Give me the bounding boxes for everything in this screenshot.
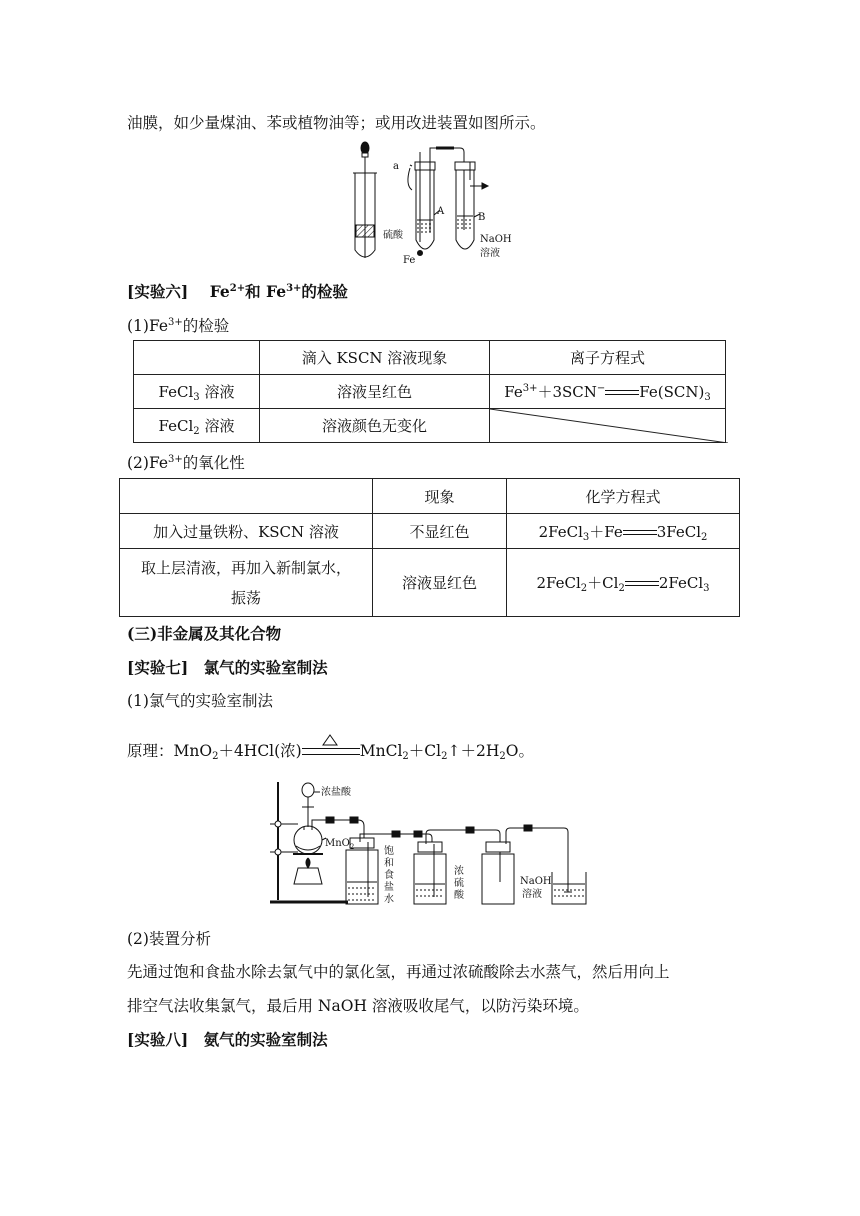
tube-a <box>408 152 435 249</box>
ferrous-hydroxide-apparatus-figure <box>340 140 520 268</box>
section-nonmetals: (三)非金属及其化合物 <box>127 624 282 643</box>
label-conc-sulfuric: 浓 <box>454 866 464 877</box>
label-saturated-2: 和 <box>384 858 394 869</box>
fe3-oxidation-table <box>119 478 740 617</box>
section-fe3-test: $(1)Fe^{3+}$的检验 <box>127 317 230 335</box>
label-tube-a: A <box>437 206 445 217</box>
intro-text: 油膜，如少量煤油、苯或植物油等；或用改进装置如图所示。 <box>127 114 546 132</box>
label-saturated-3: 食 <box>384 870 394 881</box>
analysis-text-1: 先通过饱和食盐水除去氯气中的氯化氢，再通过浓硫酸除去水蒸气，然后用向上 <box>127 963 670 981</box>
t1-ionic-equation: $Fe^{3+}+3SCN^-$ $Fe(SCN)_3$ <box>490 375 726 409</box>
label-saturated: 饱 <box>384 846 394 857</box>
connecting-tube <box>430 148 464 230</box>
label-sulfuric-acid: 硫酸 <box>383 230 403 241</box>
t2-header-phenomenon: 现象 <box>373 479 507 514</box>
t2-row1-operation: 加入过量铁粉、KSCN 溶液 <box>120 514 373 549</box>
label-saturated-5: 水 <box>384 894 394 905</box>
experiment-eight-heading: [实验八] 氨气的实验室制法 <box>127 1030 328 1049</box>
label-conc-sulfuric-2: 硫 <box>454 878 464 889</box>
label-naoh: NaOH <box>480 234 512 245</box>
table-row <box>134 409 726 443</box>
label-conc-sulfuric-3: 酸 <box>454 890 464 901</box>
t1-blank-header <box>134 341 260 375</box>
t2-row1-result: 不显红色 <box>373 514 507 549</box>
fe3-test-table <box>133 340 726 443</box>
heat-symbol <box>302 736 360 758</box>
dropper-tube <box>353 142 377 258</box>
t2-header-equation: 化学方程式 <box>507 479 740 514</box>
label-tube-b: B <box>478 212 486 223</box>
analysis-heading: (2)装置分析 <box>127 930 211 948</box>
t2-row2-operation: 取上层清液，再加入新制氯水， 振荡 <box>120 549 373 617</box>
label-a: a <box>393 161 399 172</box>
label-saturated-4: 盐 <box>384 882 394 893</box>
label-naoh: NaOH <box>520 876 552 887</box>
t1-empty-diagonal-cell <box>490 409 726 443</box>
label-solution: 溶液 <box>522 889 542 900</box>
t1-header-phenomenon: 滴入 KSCN 溶液现象 <box>260 341 490 375</box>
section-fe3-oxidation: $(2)Fe^{3+}$的氧化性 <box>127 454 245 472</box>
t2-row1-equation: 2FeCl$_3$＋Fe 3FeCl$_2$ <box>507 514 740 549</box>
principle-equation: 原理：MnO$_2$＋4HCl(浓) $MnCl_2+Cl_2↑+2H_2O$。 <box>127 736 534 762</box>
table-row <box>134 375 726 409</box>
experiment-six-heading: [实验六] $Fe^{2+}$和 $Fe^{3+}$的检验 <box>127 282 348 301</box>
t2-blank-header <box>120 479 373 514</box>
label-solution: 溶液 <box>480 248 500 259</box>
t1-header-equation: 离子方程式 <box>490 341 726 375</box>
label-mno2: MnO$_2$ <box>325 838 355 851</box>
t1-fecl2: FeCl$_2$ 溶液 <box>134 409 260 443</box>
experiment-seven-heading: [实验七] 氯气的实验室制法 <box>127 658 328 677</box>
t1-fecl3-result: 溶液呈红色 <box>260 375 490 409</box>
t2-row2-result: 溶液显红色 <box>373 549 507 617</box>
t2-row2-equation: $2FeCl_2+Cl_2$ 2FeCl$_3$ <box>507 549 740 617</box>
label-conc-hcl: 浓盐酸 <box>321 787 351 798</box>
t1-fecl3: FeCl$_3$ 溶液 <box>134 375 260 409</box>
table-row <box>120 514 740 549</box>
analysis-text-2: 排空气法收集氯气，最后用 NaOH 溶液吸收尾气，以防污染环境。 <box>127 997 589 1015</box>
t1-fecl2-result: 溶液颜色无变化 <box>260 409 490 443</box>
table-row <box>120 549 740 617</box>
chlorine-apparatus-figure <box>268 772 598 912</box>
label-fe: Fe <box>403 255 416 266</box>
chlorine-prep-subheading: (1)氯气的实验室制法 <box>127 692 273 710</box>
